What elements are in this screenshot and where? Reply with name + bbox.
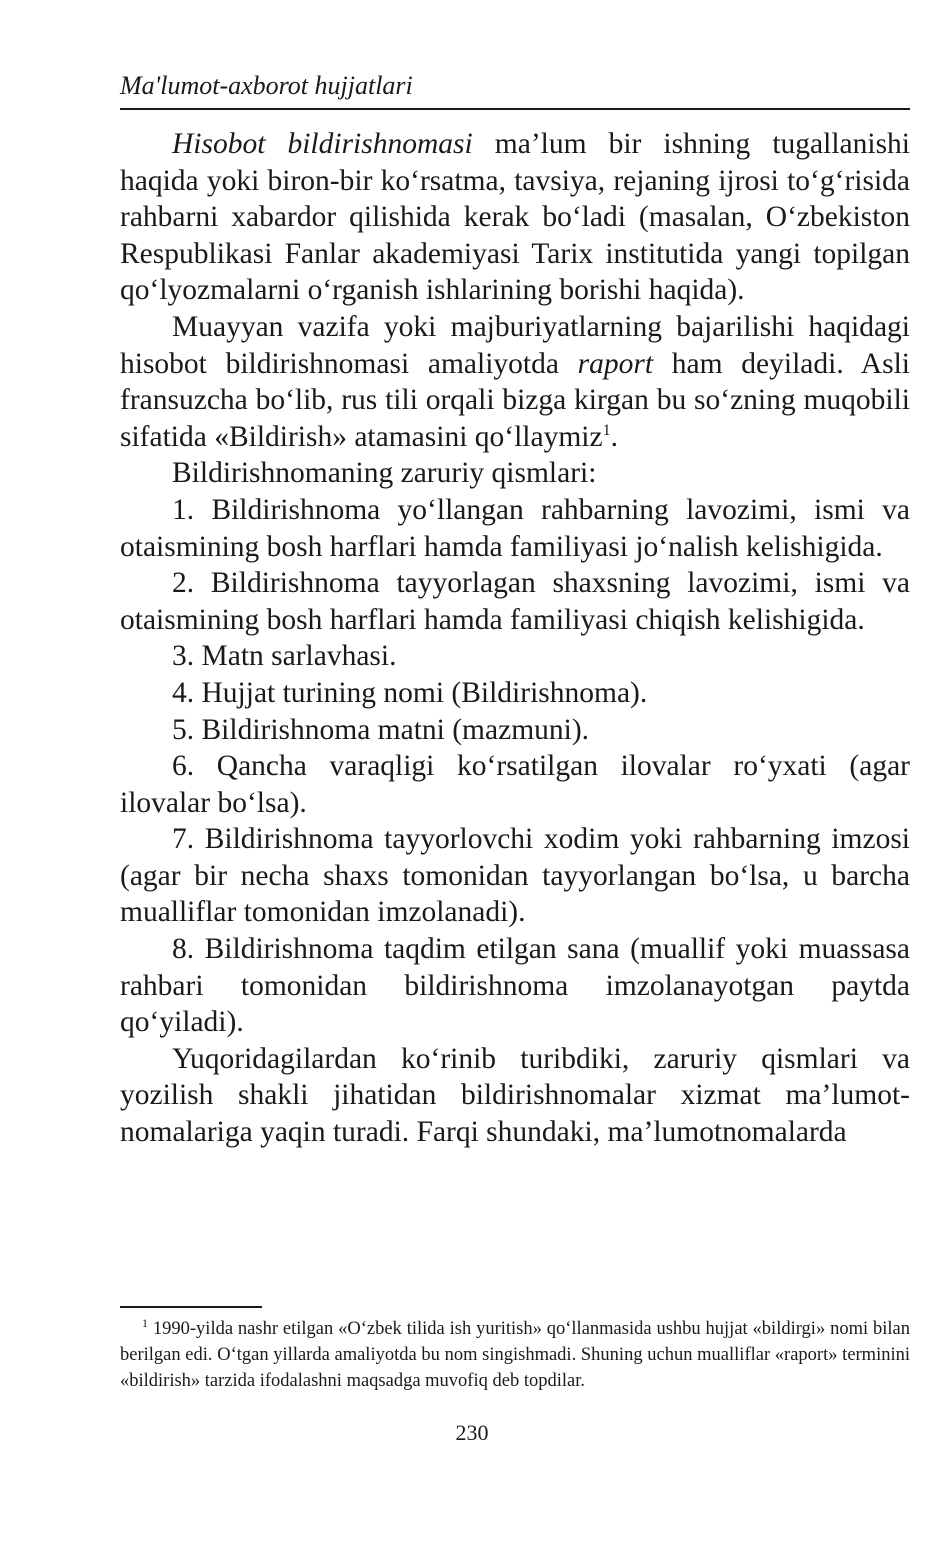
list-item: 2. Bildirishnoma tayyorlagan shaxsning lavozimi, ismi va otaismining bosh harflari hamda familiyasi chiqish kelishigida. — [120, 567, 910, 636]
running-header: Ma'lumot-axborot hujjatlari — [120, 71, 413, 100]
footnote-mark: 1 — [142, 1315, 148, 1330]
list-item: 8. Bildirishnoma taqdim etilgan sana (muallif yoki muassasa rahbari tomonidan bildirishnoma imzolanayotgan paytda qo‘yiladi). — [120, 933, 910, 1039]
list-item: 5. Bildirishnoma matni (mazmuni). — [172, 713, 590, 746]
term-raport: raport — [577, 347, 654, 380]
paragraph-raport — [120, 309, 910, 455]
footnote — [120, 1316, 910, 1394]
list-item: 4. Hujjat turining nomi (Bildirishnoma). — [172, 676, 648, 709]
main-text — [120, 126, 910, 1151]
list-item: 3. Matn sarlavhasi. — [172, 640, 397, 673]
footnote-reference: 1 — [602, 421, 611, 439]
list-item: 1. Bildirishnoma yo‘llangan rahbarning lavozimi, ismi va otaismining bosh harflari hamda familiyasi jo‘nalish kelishigida. — [120, 493, 910, 563]
paragraph-text: Muayyan vazifa yoki majburiyatlarning bajarilishi haqidagi hisobot bildirishnomasi amaliyotda — [120, 310, 910, 380]
paragraph-text: ham deyiladi. Asli fransuzcha bo‘lib, rus tili orqali bizga kirgan bu so‘zning muqobili sifatida «Bildirish» atamasini qo‘llaymiz — [120, 347, 910, 453]
paragraph-conclusion: Yuqoridagilardan ko‘rinib turibdiki, zaruriy qismlari va yozilish shakli jihatidan bildirishnomalar xizmat ma’lumotnomalariga yaqin turadi. Farqi shundaki, ma’lumotnomalarda — [120, 1042, 910, 1149]
list-item: 6. Qancha varaqligi ko‘rsatilgan ilovalar ro‘yxati (agar ilovalar bo‘lsa). — [120, 750, 910, 819]
term-hisobot-bildirishnomasi: Hisobot bildirishnomasi — [172, 128, 473, 160]
paragraph-text: ma’lum bir ishning tugallanishi haqida yoki biron-bir ko‘rsatma, tavsiya, rejaning ijrosi to‘g‘risida rahbarni xabardor qilishida kerak bo‘ladi (masalan, O‘zbekiston Respublikasi Fanlar akademiyasi Tarix institutida yangi topilgan qo‘lyozmalarni o‘rganish ishlarining borishi haqida). — [120, 128, 911, 307]
footnote-text: 1990-yilda nashr etilgan «O‘zbek tilida ish yuritish» qo‘llanmasida ushbu hujjat «bildirgi» nomi bilan berilgan edi. O‘tgan yillarda amaliyotda bu nom singishmadi. Shuning uchun mualliflar «raport» terminini «bildirish» tarzida ifodalashni maqsadga muvofiq deb topdilar. — [120, 1319, 910, 1391]
paragraph-parts-intro: Bildirishnomaning zaruriy qismlari: — [172, 457, 597, 490]
list-item: 7. Bildirishnoma tayyorlovchi xodim yoki rahbarning imzosi (agar bir necha shaxs tomonidan tayyorlangan bo‘lsa, u barcha mualliflar tomonidan imzolanadi). — [120, 823, 910, 929]
footnote-text-block — [120, 1316, 910, 1394]
page-number: 230 — [455, 1420, 489, 1445]
footnote-divider — [120, 1306, 262, 1308]
paragraph-hisobot — [120, 126, 910, 309]
header-divider — [120, 108, 910, 110]
paragraph-text: . — [610, 420, 618, 453]
